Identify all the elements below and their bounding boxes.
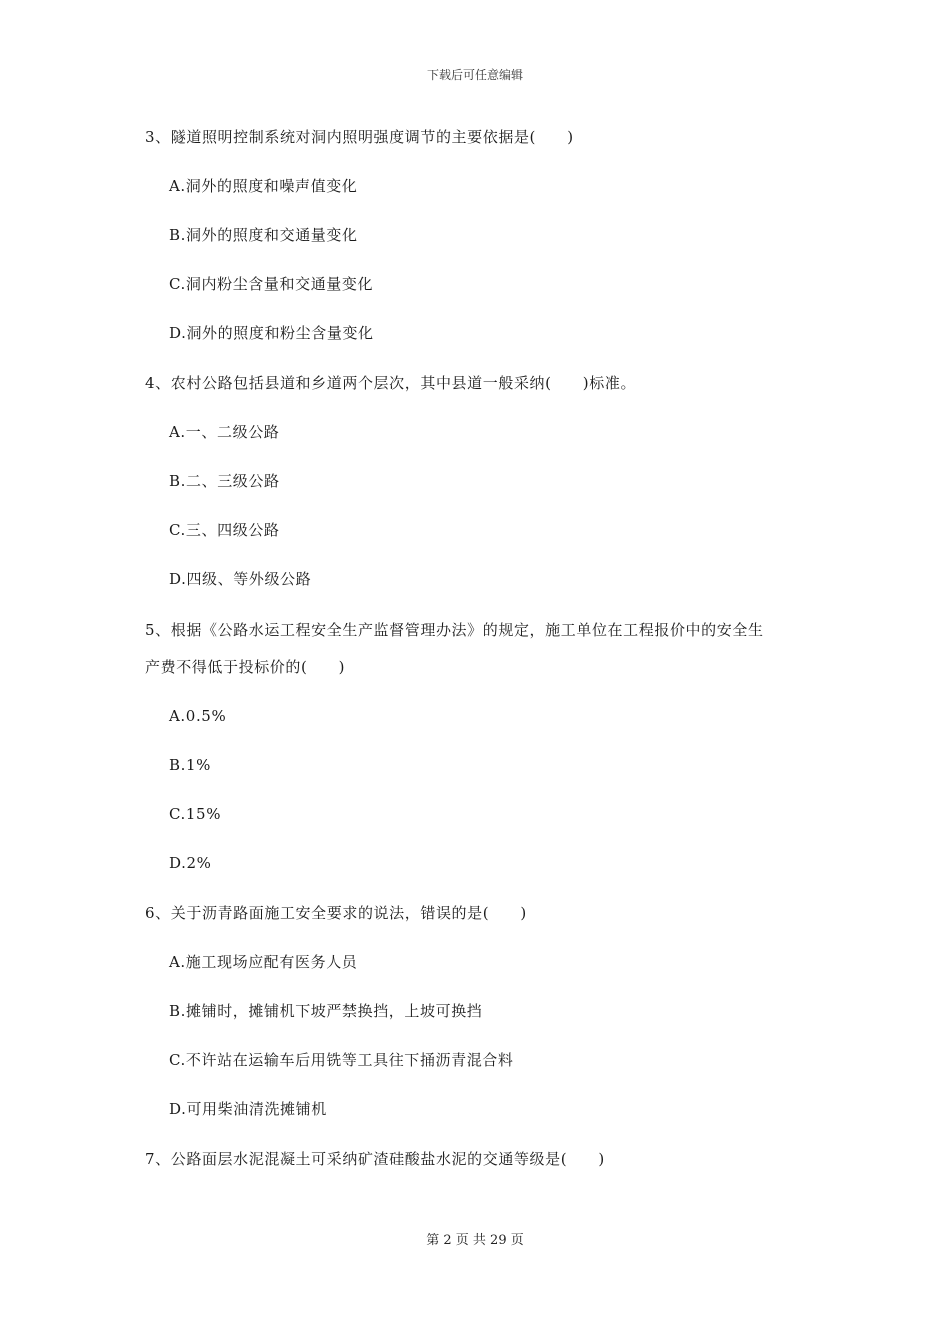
question-4-option-c: C.三、四级公路 — [169, 521, 280, 539]
question-5-option-d: D.2% — [169, 854, 212, 872]
question-4-option-d: D.四级、等外级公路 — [169, 570, 312, 588]
question-6-option-b: B.摊铺时，摊铺机下坡严禁换挡，上坡可换挡 — [169, 1002, 483, 1020]
question-3-option-d: D.洞外的照度和粉尘含量变化 — [169, 324, 374, 342]
question-4-option-b: B.二、三级公路 — [169, 472, 280, 490]
question-4-stem: 4、农村公路包括县道和乡道两个层次，其中县道一般采纳( )标准。 — [145, 374, 637, 392]
question-6-option-d: D.可用柴油清洗摊铺机 — [169, 1100, 327, 1118]
page-header: 下载后可任意编辑 — [426, 68, 523, 82]
question-3-option-b: B.洞外的照度和交通量变化 — [169, 226, 358, 244]
question-5-stem-line-2: 产费不得低于投标价的( ) — [145, 658, 346, 676]
question-7-stem: 7、公路面层水泥混凝土可采纳矿渣硅酸盐水泥的交通等级是( ) — [145, 1150, 605, 1168]
page-footer: 第 2 页 共 29 页 — [426, 1233, 524, 1248]
question-3-option-c: C.洞内粉尘含量和交通量变化 — [169, 275, 374, 293]
question-3-stem: 3、隧道照明控制系统对洞内照明强度调节的主要依据是( ) — [145, 128, 574, 146]
question-5-stem-line-1: 5、根据《公路水运工程安全生产监督管理办法》的规定，施工单位在工程报价中的安全生 — [145, 621, 764, 639]
question-5-option-c: C.15% — [169, 805, 222, 823]
question-6-stem: 6、关于沥青路面施工安全要求的说法，错误的是( ) — [145, 904, 527, 922]
question-6-option-a: A.施工现场应配有医务人员 — [169, 953, 358, 971]
question-6-option-c: C.不许站在运输车后用铣等工具往下捅沥青混合料 — [169, 1051, 514, 1069]
question-5-option-a: A.0.5% — [169, 707, 227, 725]
question-5-option-b: B.1% — [169, 756, 211, 774]
question-4-option-a: A.一、二级公路 — [169, 423, 280, 441]
question-3-option-a: A.洞外的照度和噪声值变化 — [169, 177, 358, 195]
